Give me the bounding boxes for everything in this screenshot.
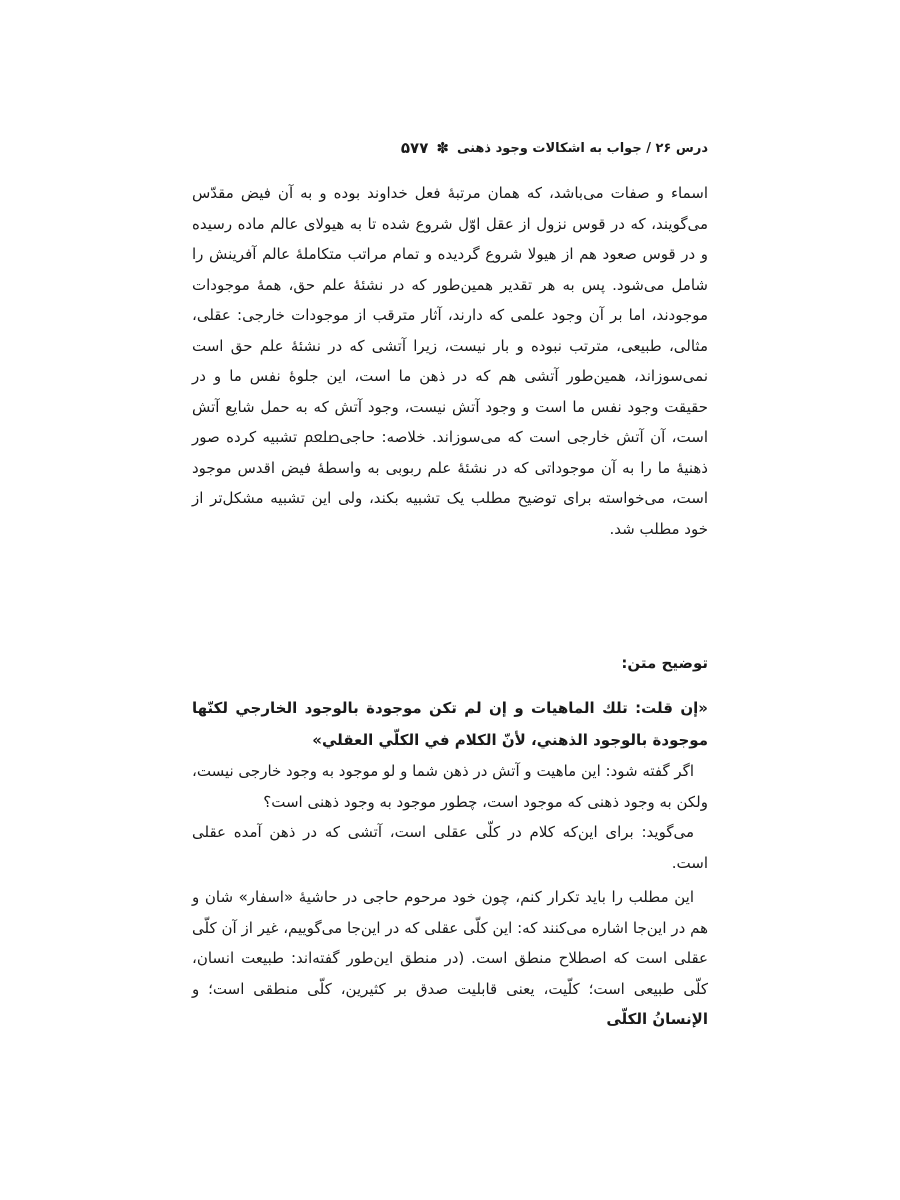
paragraph: اگر گفته شود: این ماهیت و آتش در ذهن شما و لو موجود به وجود خارجی نیست، ولکن به وجود ذهنی که موجود است، چطور موجود به وجود ذهنی است؟: [192, 762, 708, 811]
paragraph-text: این مطلب را باید تکرار کنم، چون خود مرحوم حاجی در حاشیهٔ «اسفار» شان و هم در این‌جا اشاره می‌کنند که: این کلّی عقلی که در این‌جا می‌گوییم، غیر از آن کلّی عقلی است که اصطلاح منطق است. (در منطق این‌طور گفته‌اند: طبیعت انسان، کلّی طبیعی است؛ کلّیت، یعنی قابلیت صدق بر کثیرین، کلّی منطقی است؛ و: [192, 888, 708, 998]
body-text-bottom: [192, 648, 708, 1035]
ornament-icon: ✽: [436, 138, 449, 157]
section-heading: توضیح متن:: [621, 654, 708, 672]
body-text-top: [192, 178, 708, 544]
paragraph: [192, 882, 708, 1035]
chapter-title: درس ۲۶ / جواب به اشکالات وجود ذهنی: [456, 140, 708, 156]
paragraph: اسماء و صفات می‌باشد، که همان مرتبهٔ فعل خداوند بوده و به آن فیض مقدّس می‌گویند، که در قوس نزول از عقل اوّل شروع شده تا به هیولای عالم ماده رسیده و در قوس صعود هم از هیولا شروع گردیده و تمام مراتب متکاملهٔ عالم آفرینش را شامل می‌شود. پس به هر تقدیر همین‌طور که در نشئهٔ علم حق، همهٔ موجودات موجودند، اما بر آن وجود علمی که دارند، آثار مترقب از موجودات خارجی: عقلی، مثالی، طبیعی، مترتب نبوده و بار نیست، زیرا آتشی که در نشئهٔ علم حق است نمی‌سوزاند، همین‌طور آتشی هم که در ذهن ما است، این جلوهٔ نفس ما و در حقیقت وجود نفس ما است و وجود آتش نیست، وجود آتش که به حمل شایع آتش است، آن آتش خارجی است که می‌سوزاند. خلاصه: حاجیﷵ تشبیه کرده صور ذهنیهٔ ما را به آن موجوداتی که در نشئهٔ علم ربوبی به واسطهٔ فیض اقدس موجود است، می‌خواسته برای توضیح مطلب یک تشبیه بکند، ولی این تشبیه مشکل‌تر از خود مطلب شد.: [192, 184, 708, 538]
running-header: [192, 136, 708, 160]
arabic-quote: «إن قلت: تلك الماهيات و إن لم تكن موجودة بالوجود الخارجي لكنّها موجودة بالوجود الذهني، لأنّ الكلام في الكلّي العقلي»: [192, 699, 708, 749]
paragraph: می‌گوید: برای این‌که کلام در کلّی عقلی است، آتشی که در ذهن آمده عقلی است.: [192, 823, 708, 872]
page-number: ۵۷۷: [400, 139, 429, 157]
bold-term: الإنسانُ الكلّی: [606, 1010, 708, 1028]
